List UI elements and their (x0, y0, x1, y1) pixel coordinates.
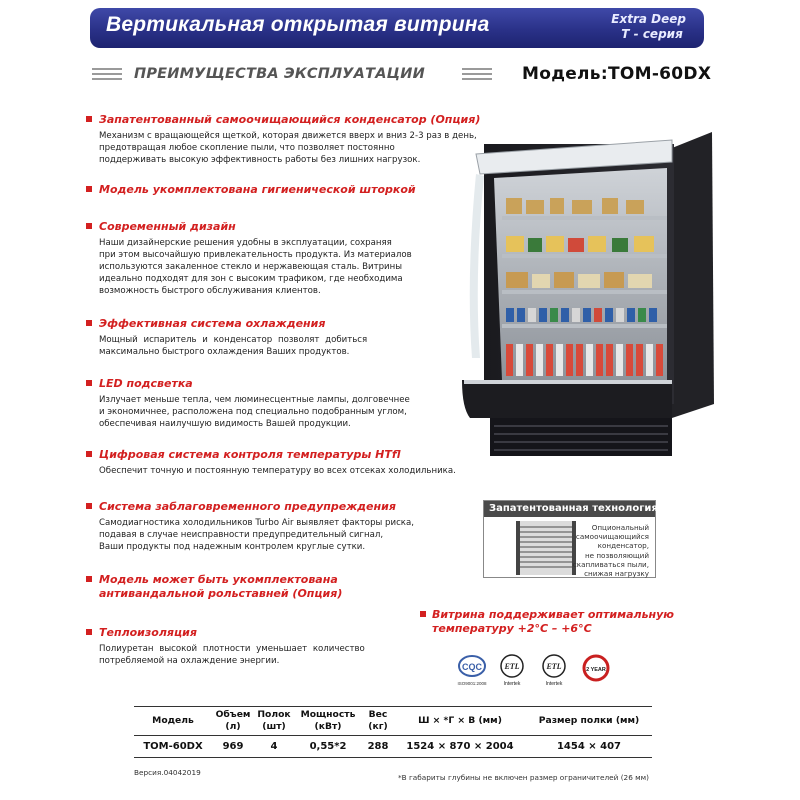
feature-body (99, 465, 456, 477)
spec-table-header-row (134, 707, 652, 736)
header-cell: Модель (134, 707, 212, 736)
series-line-2: T - серия (621, 27, 683, 41)
warranty-icon (584, 656, 608, 680)
tech-box-text (573, 523, 649, 578)
cell-dimensions: 1524 × 870 × 2004 (394, 736, 526, 758)
tech-text-line: конденсатор, (597, 541, 649, 551)
cell-model: TOM-60DX (134, 736, 212, 758)
feature-line: Мощный испаритель и конденсатор позволят добиться (99, 335, 368, 345)
bullet-icon (86, 186, 92, 192)
feature-title: Модель может быть укомплектована (99, 573, 338, 586)
temperature-note (420, 608, 674, 636)
tech-text-line: снижая нагрузку (584, 569, 649, 579)
feature-cooling (86, 317, 367, 358)
temperature-note-line-1: Витрина поддерживает оптимальную (432, 608, 674, 621)
feature-line: возможность быстрого обслуживания клиентов. (99, 286, 321, 296)
header-cell: Размер полки (мм) (526, 707, 652, 736)
advantages-heading: ПРЕИМУЩЕСТВА ЭКСПЛУАТАЦИИ (134, 66, 425, 82)
bullet-icon (86, 380, 92, 386)
feature-body (99, 130, 480, 166)
cell-volume: 969 (212, 736, 254, 758)
series-line-1: Extra Deep (611, 12, 686, 26)
footnote: *В габариты глубины не включен размер ограничителей (26 мм) (398, 773, 650, 782)
feature-title: LED подсветка (99, 377, 193, 390)
bullet-icon (86, 320, 92, 326)
cert-label: CQC (462, 662, 482, 672)
bullet-icon (86, 503, 92, 509)
feature-warning-system (86, 500, 414, 553)
model-heading: Модель:TOM-60DX (522, 64, 712, 84)
cqc-icon (457, 656, 487, 686)
bullet-icon (86, 223, 92, 229)
header-banner (90, 8, 704, 48)
feature-title-line-2: антивандальной рольставней (Опция) (99, 587, 343, 600)
feature-curtain (86, 183, 416, 197)
feature-line: Механизм с вращающейся щеткой, которая движется вверх и вниз 2-3 раз в день, (99, 131, 477, 141)
feature-line: потребляемой на охлаждение энергии. (99, 656, 280, 666)
cert-caption: ISO9001:2008 (457, 681, 487, 686)
spec-table (134, 706, 652, 758)
bullet-icon (420, 611, 426, 617)
bullet-icon (86, 576, 92, 582)
feature-line: максимально быстрого охлаждения Ваших продуктов. (99, 347, 350, 357)
header-cell: Объем (л) (212, 707, 254, 736)
feature-line: и экономичнее, расположена под специально подобранным углом, (99, 407, 407, 417)
feature-body (99, 237, 412, 297)
feature-title: Цифровая система контроля температуры HTfl (99, 448, 401, 461)
certifications (456, 652, 616, 694)
cert-caption: Intertek (545, 681, 563, 687)
product-image (462, 118, 727, 458)
etl-icon (501, 655, 523, 687)
feature-body (99, 334, 367, 358)
tech-text-line: Опциональный (591, 523, 649, 532)
feature-line: при этом высочайшую привлекательность продукта. Из материалов (99, 250, 412, 260)
feature-body (99, 643, 365, 667)
feature-title: Модель укомплектована гигиенической шторкой (99, 183, 416, 196)
cell-power: 0,55*2 (294, 736, 362, 758)
decor-stripes-left (92, 68, 122, 83)
feature-title: Теплоизоляция (99, 626, 197, 639)
cell-weight: 288 (362, 736, 394, 758)
feature-design (86, 220, 412, 297)
cert-label: ETL (546, 662, 562, 671)
bullet-icon (86, 451, 92, 457)
feature-title: Запатентованный самоочищающийся конденсатор (Опция) (99, 113, 481, 126)
feature-line: подавая в случае неисправности предупредительный сигнал, (99, 530, 384, 540)
decor-stripes-right (462, 68, 492, 83)
feature-line: Наши дизайнерские решения удобны в эксплуатации, сохраняя (99, 238, 392, 248)
tech-box-title: Запатентованная технология (484, 501, 655, 517)
feature-led (86, 377, 410, 430)
feature-title: Система заблаговременного предупреждения (99, 500, 396, 513)
bullet-icon (86, 629, 92, 635)
patented-technology-box (483, 500, 656, 578)
header-cell: Полок (шт) (254, 707, 294, 736)
feature-shutter (86, 573, 342, 601)
temperature-note-line-2: температуру +2°C – +6°C (432, 622, 592, 635)
feature-line: Излучает меньше тепла, чем люминесцентные лампы, долговечнее (99, 395, 410, 405)
tech-text-line: не позволяющий (584, 550, 649, 560)
feature-line: Обеспечит точную и постоянную температуру во всех отсеках холодильника. (99, 466, 456, 476)
feature-line: обеспечивая наилучшую видимость Вашей продукции. (99, 419, 351, 429)
etl-sanitation-icon (543, 655, 565, 687)
page-title: Вертикальная открытая витрина (106, 13, 490, 36)
feature-temperature-control (86, 448, 456, 477)
feature-body (99, 394, 410, 430)
feature-title: Современный дизайн (99, 220, 236, 233)
feature-line: поддерживать высокую эффективность работы без лишних нагрузок. (99, 155, 421, 165)
feature-line: Полиуретан высокой плотности уменьшает количество (99, 644, 365, 654)
feature-condenser (86, 113, 480, 166)
feature-line: предотвращая любое скопление пыли, что позволяет постоянно (99, 143, 395, 153)
feature-body (99, 517, 414, 553)
feature-title: Эффективная система охлаждения (99, 317, 326, 330)
cell-shelf-size: 1454 × 407 (526, 736, 652, 758)
header-cell: Ш × *Г × В (мм) (394, 707, 526, 736)
series-label (611, 12, 686, 42)
condenser-coil-icon (516, 521, 576, 575)
feature-insulation (86, 626, 365, 667)
tech-text-line: самоочищающийся (575, 532, 649, 542)
table-row (134, 736, 652, 758)
cert-label: ETL (504, 662, 520, 671)
bullet-icon (86, 116, 92, 122)
feature-line: используются закаленное стекло и нержавеющая сталь. Витрины (99, 262, 403, 272)
header-cell: Мощность (кВт) (294, 707, 362, 736)
tech-text-line: скапливаться пыли, (572, 559, 649, 569)
cert-caption: Intertek (503, 681, 521, 687)
feature-line: Самодиагностика холодильников Turbo Air выявляет факторы риска, (99, 518, 414, 528)
feature-line: Ваши продукты под надежным контролем круглые сутки. (99, 542, 366, 552)
cell-shelves: 4 (254, 736, 294, 758)
header-cell: Вес (кг) (362, 707, 394, 736)
feature-line: идеально подходят для зон с высоким трафиком, где необходима (99, 274, 403, 284)
version-label: Версия.04042019 (134, 768, 201, 777)
cert-label: 2 YEAR (586, 667, 606, 673)
